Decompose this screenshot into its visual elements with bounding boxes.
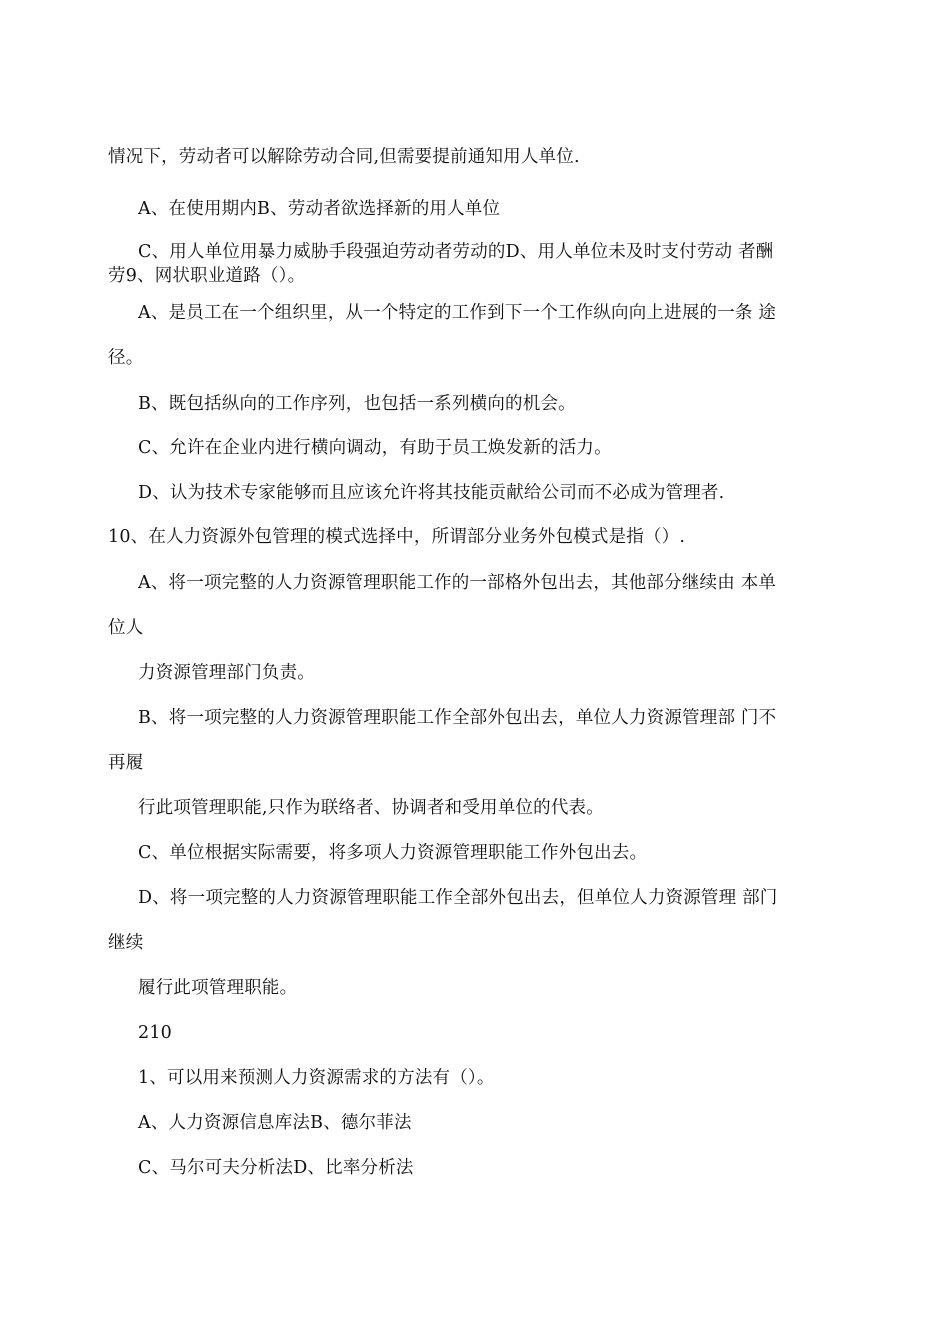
option-line: C、允许在企业内进行横向调动，有助于员工焕发新的活力。 xyxy=(138,438,612,458)
text-line-continuation: 履行此项管理职能。 xyxy=(138,978,298,998)
option-line: D、将一项完整的人力资源管理职能工作全部外包出去，但单位人力资源管理 部门 xyxy=(138,888,778,908)
text-line-continuation: 继续 xyxy=(108,933,144,953)
option-line: C、用人单位用暴力威胁手段强迫劳动者劳动的D、用人单位未及时支付劳动 者酬 xyxy=(138,242,774,262)
option-line: A、在使用期内B、劳动者欲选择新的用人单位 xyxy=(138,199,501,219)
option-line: A、人力资源信息库法B、德尔菲法 xyxy=(138,1113,412,1133)
text-line-continuation: 再履 xyxy=(108,753,144,773)
option-line: B、将一项完整的人力资源管理职能工作全部外包出去，单位人力资源管理部 门不 xyxy=(138,708,777,728)
question-line: 劳9、网状职业道路（）。 xyxy=(108,266,306,286)
option-line: D、认为技术专家能够而且应该允许将其技能贡献给公司而不必成为管理者. xyxy=(138,483,725,503)
option-line: A、将一项完整的人力资源管理职能工作的一部格外包出去，其他部分继续由 本单 xyxy=(138,573,777,593)
text-line-continuation: 位人 xyxy=(108,618,144,638)
text-line-continuation: 行此项管理职能,只作为联络者、协调者和受用单位的代表。 xyxy=(138,798,604,818)
text-line-continuation: 力资源管理部门负责。 xyxy=(138,663,315,683)
option-line: C、单位根据实际需要，将多项人力资源管理职能工作外包出去。 xyxy=(138,843,648,863)
option-line: C、马尔可夫分析法D、比率分析法 xyxy=(138,1158,414,1178)
text-line-continuation: 情况下，劳动者可以解除劳动合同,但需要提前通知用人单位. xyxy=(108,147,580,167)
question-line: 10、在人力资源外包管理的模式选择中，所谓部分业务外包模式是指（）. xyxy=(108,527,686,547)
text-line-continuation: 径。 xyxy=(108,348,144,368)
question-line: 1、可以用来预测人力资源需求的方法有（）。 xyxy=(138,1068,495,1088)
option-line: A、是员工在一个组织里，从一个特定的工作到下一个工作纵向向上进展的一条 途 xyxy=(138,303,777,323)
option-line: B、既包括纵向的工作序列，也包括一系列横向的机会。 xyxy=(138,394,576,414)
section-number: 210 xyxy=(138,1023,173,1043)
